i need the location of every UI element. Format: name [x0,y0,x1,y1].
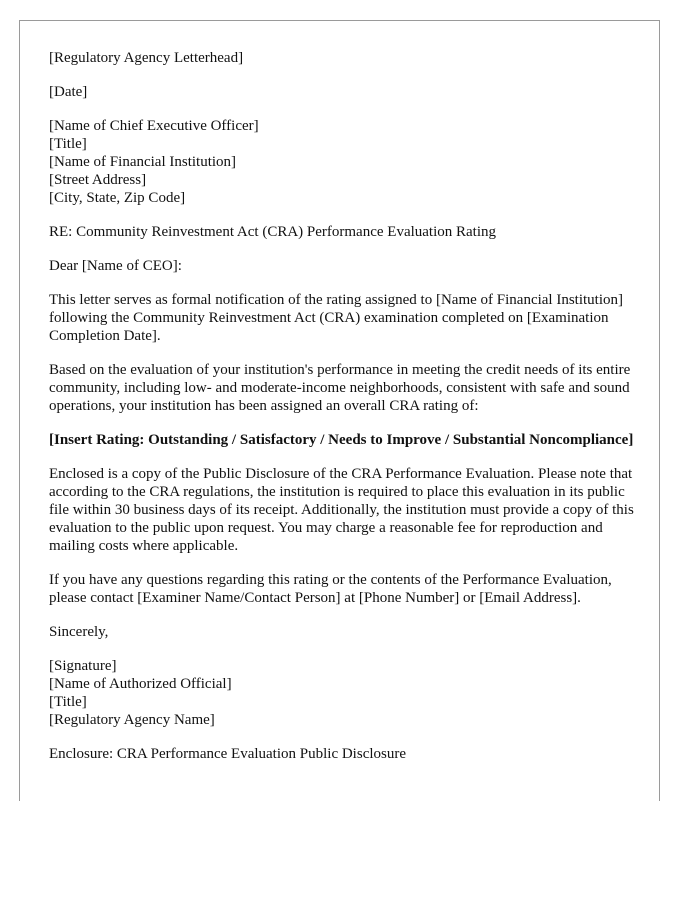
enclosure-line: Enclosure: CRA Performance Evaluation Public Disclosure [49,746,407,762]
paragraph-evaluation: Based on the evaluation of your institution's performance in meeting the credit needs of its entire community, including low- and moderate-income neighborhoods, consistent with safe and sound operations, your institution has been assigned an overall CRA rating of: [49,362,631,414]
letter-body [49,49,644,779]
paragraph-contact: If you have any questions regarding this rating or the contents of the Performance Evaluation, please contact [Examiner Name/Contact Person] at [Phone Number] or [Email Address]. [49,572,612,606]
recipient-name: [Name of Chief Executive Officer] [49,118,259,134]
letter-date: [Date] [49,84,88,100]
recipient-title: [Title] [49,136,87,152]
paragraph-notification: This letter serves as formal notification of the rating assigned to [Name of Financial Institution] following the Community Reinvestment Act (CRA) examination completed on [Examination Completion Date]. [49,292,624,344]
letterhead: [Regulatory Agency Letterhead] [49,50,244,66]
agency-name: [Regulatory Agency Name] [49,712,215,728]
recipient-city: [City, State, Zip Code] [49,190,186,206]
recipient-institution: [Name of Financial Institution] [49,154,237,170]
closing: Sincerely, [49,624,109,640]
subject-line: RE: Community Reinvestment Act (CRA) Performance Evaluation Rating [49,224,497,240]
official-name: [Name of Authorized Official] [49,676,232,692]
official-title: [Title] [49,694,87,710]
recipient-street: [Street Address] [49,172,147,188]
signature: [Signature] [49,658,117,674]
rating-placeholder: [Insert Rating: Outstanding / Satisfactory / Needs to Improve / Substantial Noncompliance] [49,432,634,448]
recipient-address [49,117,644,207]
salutation: Dear [Name of CEO]: [49,258,182,274]
paragraph-enclosure-info: Enclosed is a copy of the Public Disclosure of the CRA Performance Evaluation. Please note that according to the CRA regulations, the institution is required to place this evaluation in its public file within 30 business days of its receipt. Additionally, the institution must provide a copy of this evaluation to the public upon request. You may charge a reasonable fee for reproduction and mailing costs where applicable. [49,466,634,554]
letter-page [19,20,660,801]
signature-block [49,657,644,729]
